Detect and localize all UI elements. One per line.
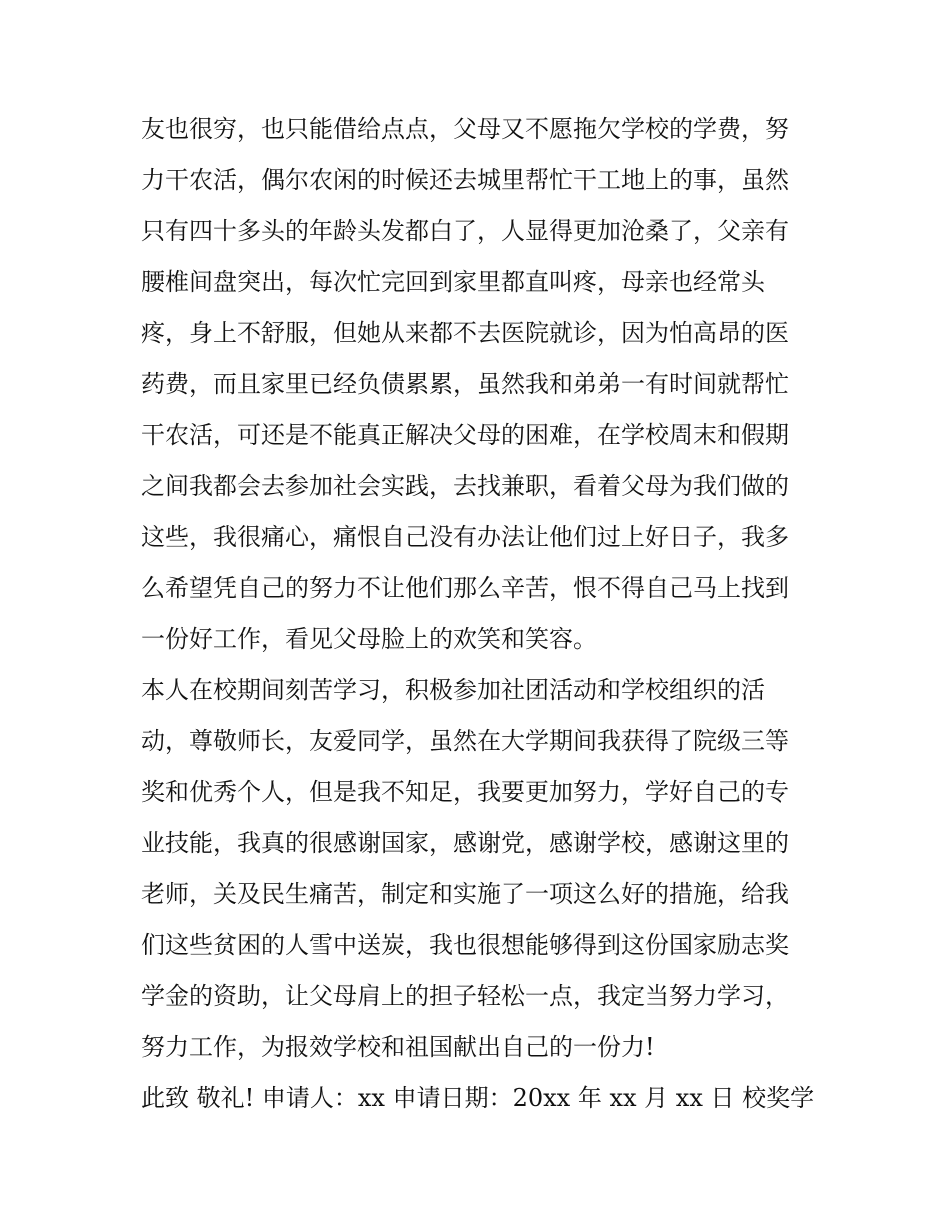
text-line: 一份好工作，看见父母脸上的欢笑和笑容。 — [141, 625, 597, 653]
text-line: 药费，而且家里已经负债累累，虽然我和弟弟一有时间就帮忙 — [141, 370, 789, 398]
text-line: 腰椎间盘突出，每次忙完回到家里都直叫疼，母亲也经常头 — [141, 268, 765, 296]
text-line: 么希望凭自己的努力不让他们那么辛苦，恨不得自己马上找到 — [141, 574, 789, 602]
text-line: 只有四十多头的年龄头发都白了，人显得更加沧桑了，父亲有 — [141, 217, 789, 245]
text-line: 努力工作，为报效学校和祖国献出自己的一份力! — [141, 1033, 655, 1061]
text-line: 这些，我很痛心，痛恨自己没有办法让他们过上好日子，我多 — [141, 523, 789, 551]
text-line: 动，尊敬师长，友爱同学，虽然在大学期间我获得了院级三等 — [141, 727, 789, 755]
paragraph-start-line: 本人在校期间刻苦学习，积极参加社团活动和学校组织的活 — [141, 676, 765, 704]
text-line: 们这些贫困的人雪中送炭，我也很想能够得到这份国家励志奖 — [141, 931, 789, 959]
text-line: 力干农活，偶尔农闲的时候还去城里帮忙干工地上的事，虽然 — [141, 166, 789, 194]
text-line: 疼，身上不舒服，但她从来都不去医院就诊，因为怕高昂的医 — [141, 319, 789, 347]
text-line: 之间我都会去参加社会实践，去找兼职，看着父母为我们做的 — [141, 472, 789, 500]
text-line: 老师，关及民生痛苦，制定和实施了一项这么好的措施，给我 — [141, 880, 789, 908]
text-line: 友也很穷，也只能借给点点，父母又不愿拖欠学校的学费，努 — [141, 115, 789, 143]
text-line: 学金的资助，让父母肩上的担子轻松一点，我定当努力学习， — [141, 982, 789, 1010]
letter-body — [141, 104, 821, 1124]
closing-line: 此致 敬礼! 申请人：xx 申请日期：20xx 年 xx 月 xx 日 校奖学 — [141, 1084, 815, 1112]
text-line: 奖和优秀个人，但是我不知足，我要更加努力，学好自己的专 — [141, 778, 789, 806]
text-line: 干农活，可还是不能真正解决父母的困难，在学校周末和假期 — [141, 421, 789, 449]
text-line: 业技能，我真的很感谢国家，感谢党，感谢学校，感谢这里的 — [141, 829, 789, 857]
